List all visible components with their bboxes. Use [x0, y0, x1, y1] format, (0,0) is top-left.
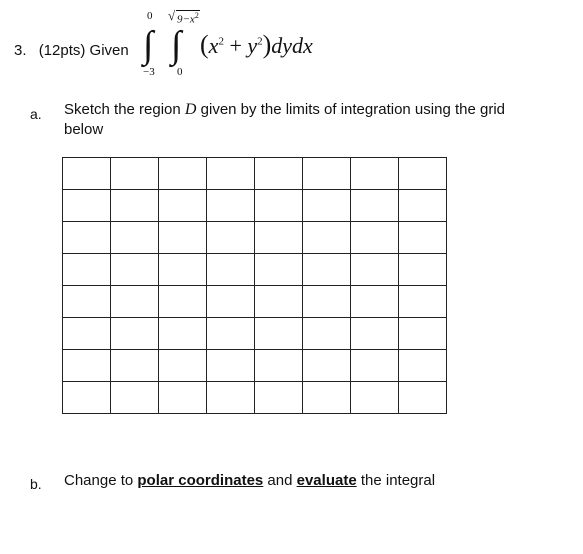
grid-cell[interactable] — [351, 222, 399, 254]
differentials: dydx — [271, 33, 313, 58]
grid-cell[interactable] — [255, 286, 303, 318]
question-points: (12pts) — [38, 42, 86, 59]
grid-cell[interactable] — [303, 254, 351, 286]
close-paren: ) — [262, 30, 272, 59]
grid-cell[interactable] — [303, 350, 351, 382]
grid-cell[interactable] — [207, 286, 255, 318]
grid-cell[interactable] — [159, 318, 207, 350]
term-x-exponent: 2 — [218, 35, 224, 48]
inner-integral-sign: ∫ — [171, 24, 182, 66]
sketch-grid[interactable] — [62, 157, 447, 414]
grid-cell[interactable] — [303, 158, 351, 190]
grid-cell[interactable] — [255, 222, 303, 254]
question-label — [14, 42, 129, 59]
grid-cell[interactable] — [207, 254, 255, 286]
part-b-text-1: Change to — [64, 472, 138, 489]
grid-cell[interactable] — [399, 158, 447, 190]
inner-lower-limit: 0 — [177, 66, 183, 78]
grid-cell[interactable] — [159, 190, 207, 222]
part-b-text-2: and — [263, 472, 297, 489]
grid-cell[interactable] — [111, 190, 159, 222]
grid-cell[interactable] — [207, 350, 255, 382]
outer-integral-sign: ∫ — [143, 24, 154, 66]
grid-cell[interactable] — [111, 222, 159, 254]
grid-cell[interactable] — [303, 222, 351, 254]
grid-row — [63, 286, 447, 318]
grid-cell[interactable] — [159, 254, 207, 286]
grid-cell[interactable] — [255, 350, 303, 382]
part-a-text-2: given by the limits of integration using the grid — [196, 101, 505, 118]
grid-cell[interactable] — [63, 254, 111, 286]
grid-cell[interactable] — [255, 158, 303, 190]
grid-row — [63, 158, 447, 190]
grid-cell[interactable] — [351, 350, 399, 382]
grid-cell[interactable] — [303, 190, 351, 222]
grid-cell[interactable] — [159, 382, 207, 414]
outer-lower-limit: −3 — [143, 66, 155, 78]
grid-cell[interactable] — [111, 286, 159, 318]
grid-cell[interactable] — [255, 318, 303, 350]
grid-cell[interactable] — [63, 286, 111, 318]
grid-cell[interactable] — [111, 350, 159, 382]
plus-sign: + — [223, 33, 248, 58]
grid-row — [63, 222, 447, 254]
part-b-letter: b. — [30, 476, 42, 492]
grid-row — [63, 350, 447, 382]
grid-cell[interactable] — [63, 222, 111, 254]
part-a-text-1: Sketch the region — [64, 101, 185, 118]
polar-coordinates-emphasis: polar coordinates — [137, 472, 264, 489]
grid-cell[interactable] — [351, 382, 399, 414]
grid-cell[interactable] — [303, 382, 351, 414]
grid-cell[interactable] — [159, 350, 207, 382]
grid-row — [63, 318, 447, 350]
inner-upper-radical: √ — [168, 8, 176, 23]
grid-row — [63, 382, 447, 414]
grid-cell[interactable] — [303, 318, 351, 350]
grid-cell[interactable] — [207, 190, 255, 222]
grid-cell[interactable] — [111, 254, 159, 286]
grid-cell[interactable] — [111, 158, 159, 190]
term-y-exponent: 2 — [257, 35, 263, 48]
grid-cell[interactable] — [63, 382, 111, 414]
grid-cell[interactable] — [255, 254, 303, 286]
grid-cell[interactable] — [207, 158, 255, 190]
grid-cell[interactable] — [63, 190, 111, 222]
grid-cell[interactable] — [399, 382, 447, 414]
grid-cell[interactable] — [351, 318, 399, 350]
evaluate-emphasis: evaluate — [296, 472, 357, 489]
part-a-text-3: below — [64, 121, 104, 138]
grid-cell[interactable] — [111, 382, 159, 414]
grid-cell[interactable] — [63, 318, 111, 350]
grid-cell[interactable] — [255, 190, 303, 222]
part-a-text — [64, 100, 564, 140]
grid-cell[interactable] — [303, 286, 351, 318]
part-a-letter: a. — [30, 106, 42, 122]
grid-cell[interactable] — [399, 254, 447, 286]
grid-row — [63, 190, 447, 222]
grid-cell[interactable] — [351, 190, 399, 222]
grid-cell[interactable] — [63, 158, 111, 190]
grid-cell[interactable] — [255, 382, 303, 414]
grid-cell[interactable] — [399, 350, 447, 382]
grid-cell[interactable] — [399, 318, 447, 350]
grid-row — [63, 254, 447, 286]
grid-cell[interactable] — [111, 318, 159, 350]
grid-cell[interactable] — [399, 286, 447, 318]
grid-cell[interactable] — [207, 222, 255, 254]
grid-cell[interactable] — [159, 158, 207, 190]
region-variable: D — [184, 101, 197, 118]
question-number: 3. — [14, 42, 27, 59]
grid-cell[interactable] — [207, 382, 255, 414]
part-b-text — [64, 471, 435, 491]
grid-cell[interactable] — [351, 286, 399, 318]
grid-cell[interactable] — [159, 286, 207, 318]
grid-cell[interactable] — [207, 318, 255, 350]
grid-cell[interactable] — [399, 222, 447, 254]
grid-cell[interactable] — [351, 158, 399, 190]
grid-cell[interactable] — [159, 222, 207, 254]
inner-upper-limit: $9-x^2$ — [177, 11, 199, 26]
open-paren: ( — [200, 30, 209, 59]
grid-cell[interactable] — [399, 190, 447, 222]
term-x: x — [208, 33, 219, 58]
question-given: Given — [89, 42, 129, 59]
integrand — [200, 30, 313, 60]
outer-upper-limit: 0 — [147, 10, 153, 22]
grid-cell[interactable] — [351, 254, 399, 286]
grid-cell[interactable] — [63, 350, 111, 382]
part-b-text-3: the integral — [356, 472, 436, 489]
term-y: y — [247, 33, 258, 58]
